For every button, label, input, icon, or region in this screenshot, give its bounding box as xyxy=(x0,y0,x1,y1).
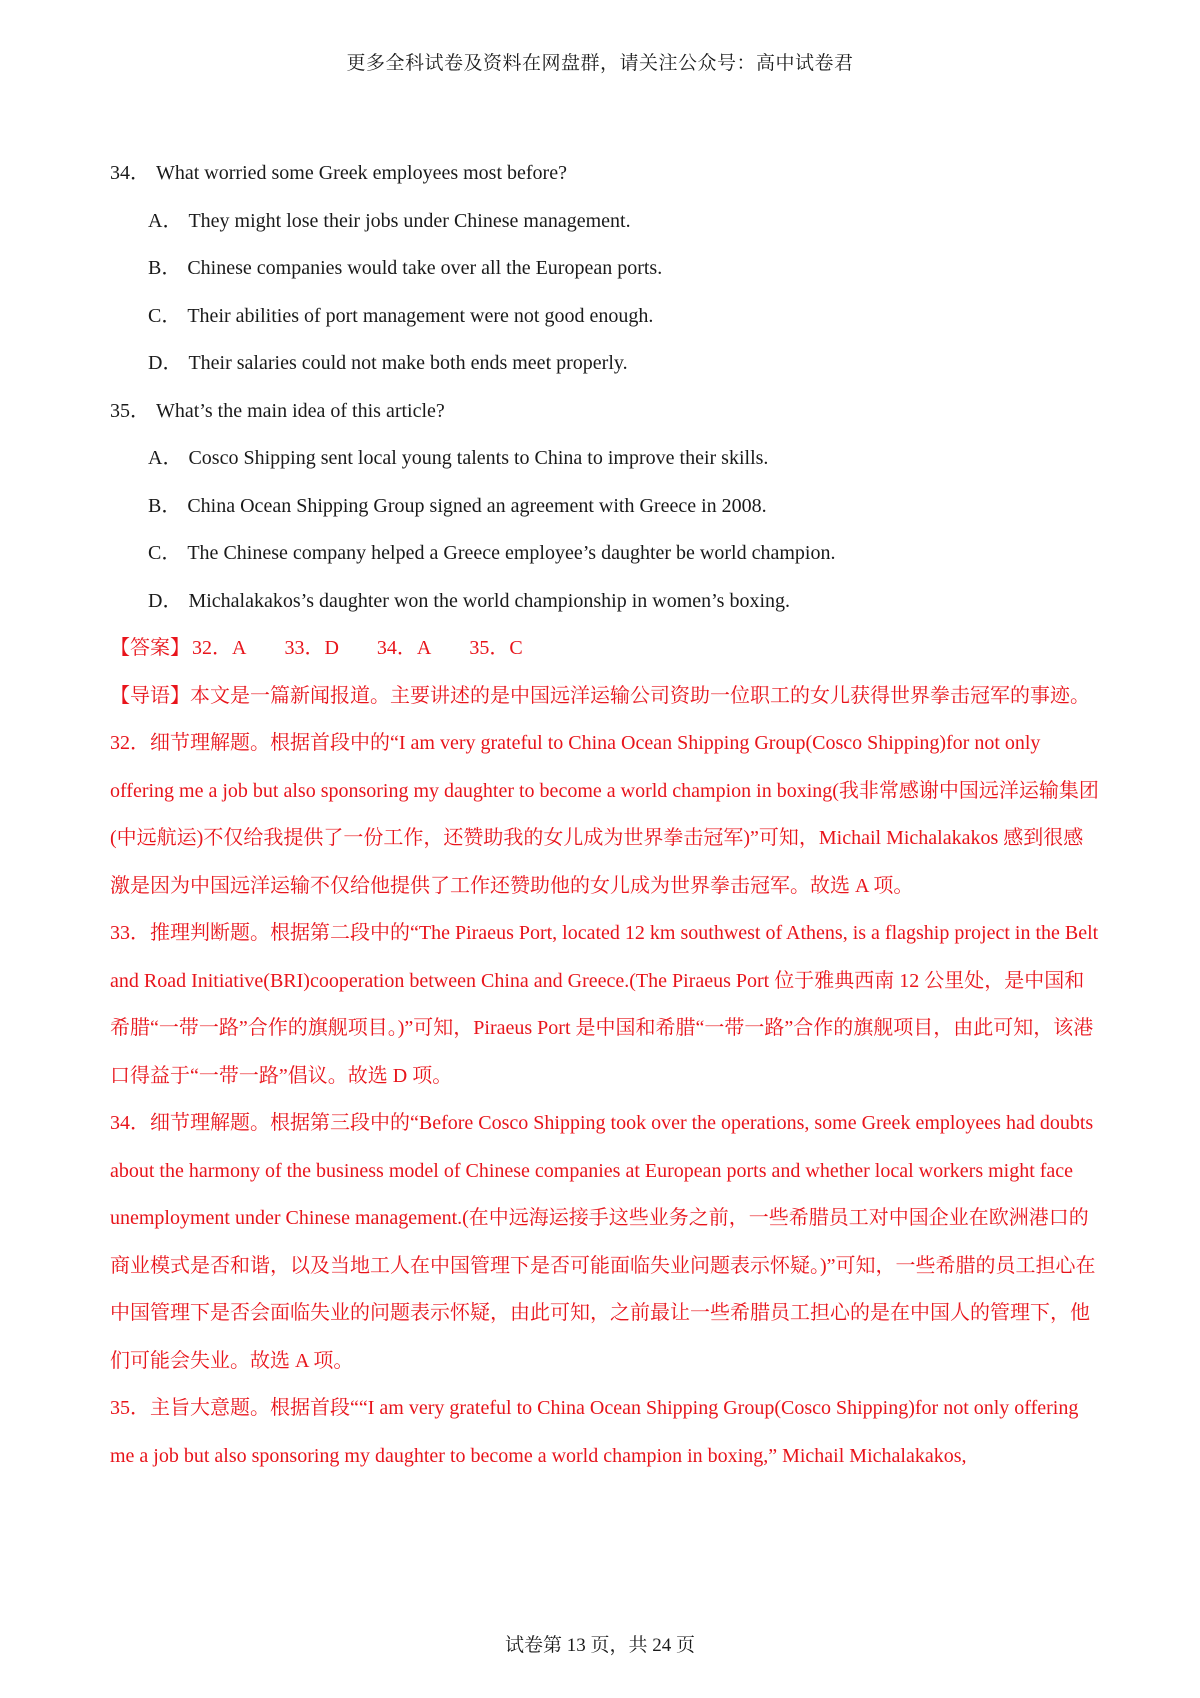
option-35-d xyxy=(110,578,1100,626)
answer-item: 34．A xyxy=(376,637,432,659)
option-text: Their salaries could not make both ends meet properly. xyxy=(188,352,628,374)
option-letter: A． xyxy=(148,447,183,469)
option-text: Michalakakos’s daughter won the world championship in women’s boxing. xyxy=(188,589,791,612)
option-text: Chinese companies would take over all the European ports. xyxy=(187,257,663,279)
option-text: They might lose their jobs under Chinese management. xyxy=(188,209,631,232)
question-35 xyxy=(110,388,1100,436)
option-35-a xyxy=(110,435,1100,483)
option-34-c xyxy=(110,293,1100,341)
option-letter: D． xyxy=(148,352,183,374)
page-footer-number: 试卷第 13 页，共 24 页 xyxy=(504,1635,695,1656)
explanation-35: 35．主旨大意题。根据首段““I am very grateful to China Ocean Shipping Group(Cosco Shipping)for not only offering me a job but also sponsoring my daughter to become a world champion in boxing,” Michail Michalakakos, xyxy=(110,1397,1079,1467)
explanation-34: 34．细节理解题。根据第三段中的“Before Cosco Shipping took over the operations, some Greek employees had doubts about the harmony of the business model of Chinese companies at European ports and whether local workers might face unemployment under Chinese management.(在中远海运接手这些业务之前，一些希腊员工对中国企业在欧洲港口的商业模式是否和谐，以及当地工人在中国管理下是否可能面临失业问题表示怀疑。)”可知，一些希腊的员工担心在中国管理下是否会面临失业的问题表示怀疑，由此可知，之前最让一些希腊员工担心的是在中国人的管理下，他们可能会失业。故选 A 项。 xyxy=(110,1112,1096,1372)
page-content xyxy=(110,150,1100,1480)
question-text: What’s the main idea of this article? xyxy=(156,399,445,422)
guide-tag: 【导语】 xyxy=(110,684,190,707)
answer-tag: 【答案】 xyxy=(110,637,190,659)
option-letter: B． xyxy=(148,257,182,279)
option-34-a xyxy=(110,198,1100,246)
option-35-b xyxy=(110,483,1100,531)
option-letter: A． xyxy=(148,209,183,232)
option-letter: C． xyxy=(148,542,182,564)
guide-text: 本文是一篇新闻报道。主要讲述的是中国远洋运输公司资助一位职工的女儿获得世界拳击冠军的事迹。 xyxy=(190,684,1090,707)
answer-line xyxy=(110,625,1100,673)
option-34-d xyxy=(110,340,1100,388)
option-text: China Ocean Shipping Group signed an agreement with Greece in 2008. xyxy=(187,494,767,517)
option-34-b xyxy=(110,245,1100,293)
option-text: Their abilities of port management were not good enough. xyxy=(187,304,654,327)
question-number: 34． xyxy=(110,162,150,184)
explanation-32: 32．细节理解题。根据首段中的“I am very grateful to China Ocean Shipping Group(Cosco Shipping)for not only offering me a job but also sponsoring my daughter to become a world champion in boxing(我非常感谢中国远洋运输集团(中远航运)不仅给我提供了一份工作，还赞助我的女儿成为世界拳击冠军)”可知，Michail Michalakakos 感到很感激是因为中国远洋运输不仅给他提供了工作还赞助他的女儿成为世界拳击冠军。故选 A 项。 xyxy=(110,732,1099,897)
explanation-33: 33．推理判断题。根据第二段中的“The Piraeus Port, located 12 km southwest of Athens, is a flagship project in the Belt and Road Initiative(BRI)cooperation between China and Greece.(The Piraeus Port 位于雅典西南 12 公里处，是中国和希腊“一带一路”合作的旗舰项目。)”可知，Piraeus Port 是中国和希腊“一带一路”合作的旗舰项目，由此可知，该港口得益于“一带一路”倡议。故选 D 项。 xyxy=(110,922,1099,1087)
option-letter: D． xyxy=(148,589,183,612)
question-number: 35． xyxy=(110,399,150,422)
option-letter: C． xyxy=(148,304,182,327)
option-text: Cosco Shipping sent local young talents to China to improve their skills. xyxy=(188,447,769,469)
answer-item: 33．D xyxy=(284,637,339,659)
question-text: What worried some Greek employees most before? xyxy=(156,162,567,184)
answer-item: 35．C xyxy=(469,637,523,659)
guide-paragraph xyxy=(110,673,1100,721)
answer-item: 32．A xyxy=(192,637,247,659)
option-letter: B． xyxy=(148,494,182,517)
option-35-c xyxy=(110,530,1100,578)
option-text: The Chinese company helped a Greece employee’s daughter be world champion. xyxy=(187,542,836,564)
question-34 xyxy=(110,150,1100,198)
page-header-note: 更多全科试卷及资料在网盘群，请关注公众号：高中试卷君 xyxy=(346,53,854,74)
